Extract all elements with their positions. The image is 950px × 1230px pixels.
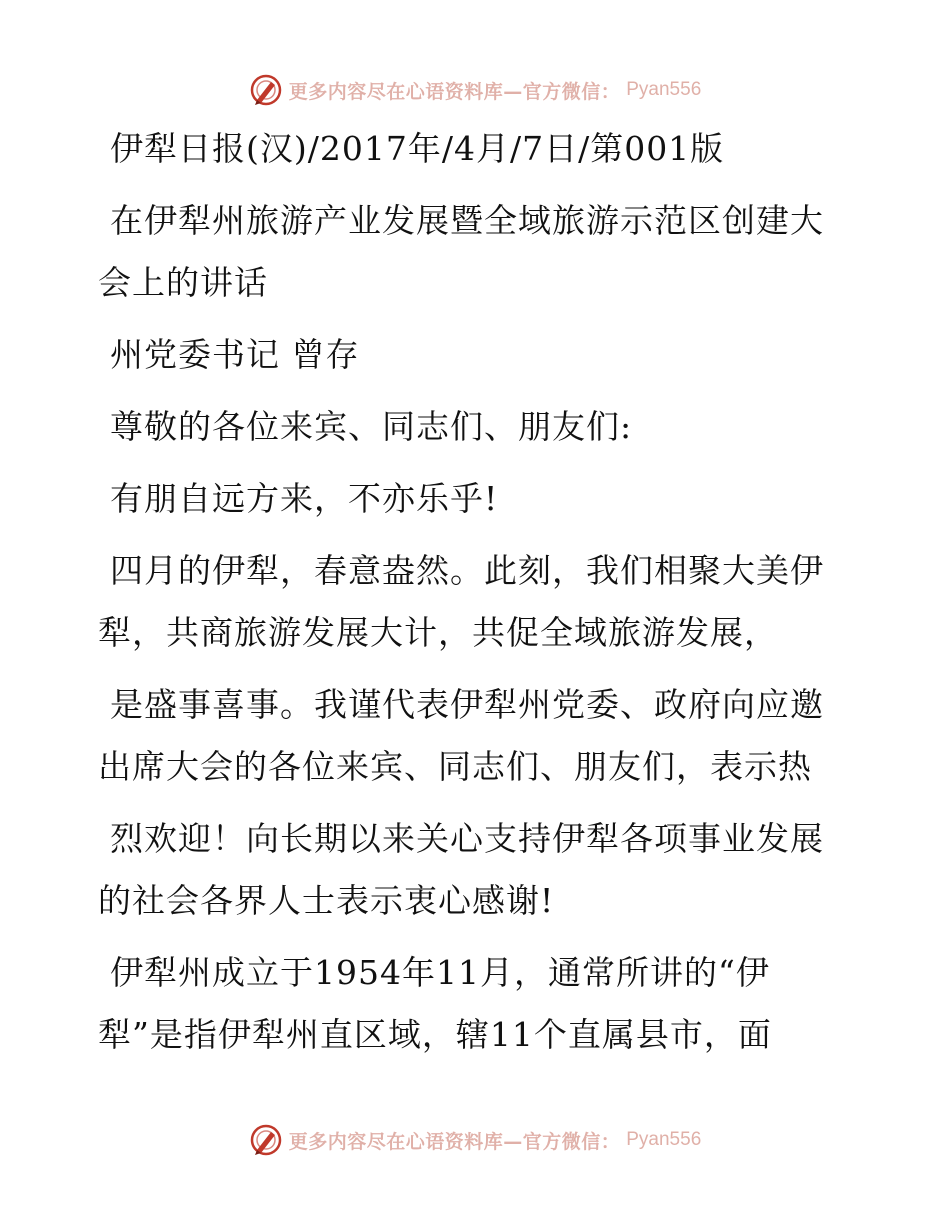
- salutation: 尊敬的各位来宾、同志们、朋友们:: [110, 407, 633, 446]
- paragraph: 有朋自远方来，不亦乐乎!: [110, 479, 499, 518]
- paragraph: 伊犁州成立于1954年11月，通常所讲的“伊犁”是指伊犁州直区域，辖11个直属县市，面: [98, 953, 772, 1054]
- watermark-text: 更多内容尽在心语资料库—官方微信：: [288, 1130, 621, 1153]
- watermark-handle: Pyan556: [626, 1129, 702, 1150]
- source-line: 伊犁日报(汉)/2017年/4月/7日/第001版: [110, 129, 725, 168]
- watermark-footer: [0, 1120, 950, 1160]
- watermark-text: 更多内容尽在心语资料库—官方微信：: [288, 80, 621, 103]
- article-title: 在伊犁州旅游产业发展暨全域旅游示范区创建大会上的讲话: [98, 201, 824, 302]
- pen-logo-icon: [249, 73, 283, 107]
- author-line: 州党委书记 曾存: [110, 335, 360, 374]
- article-body: [98, 118, 838, 1076]
- paragraph: 是盛事喜事。我谨代表伊犁州党委、政府向应邀出席大会的各位来宾、同志们、朋友们，表示热: [98, 685, 824, 786]
- paragraph: 四月的伊犁，春意盎然。此刻，我们相聚大美伊犁，共商旅游发展大计，共促全域旅游发展，: [98, 551, 824, 652]
- pen-logo-icon: [249, 1123, 283, 1157]
- paragraph: 烈欢迎！向长期以来关心支持伊犁各项事业发展的社会各界人士表示衷心感谢!: [98, 819, 824, 920]
- watermark-header: [0, 70, 950, 110]
- watermark-handle: Pyan556: [626, 79, 702, 100]
